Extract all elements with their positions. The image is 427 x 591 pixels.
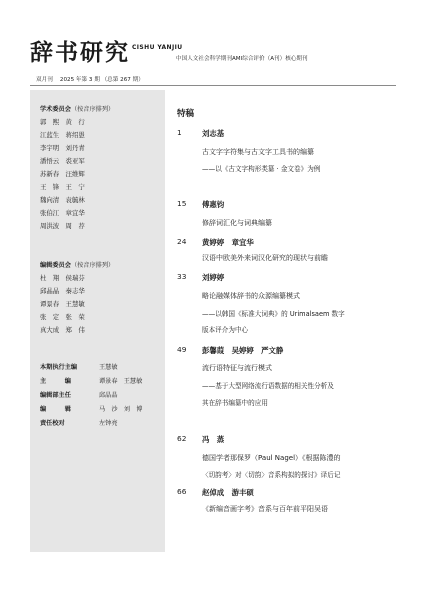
role-row: 责任校对 左钟亮 <box>40 420 118 427</box>
academic-member-row: 郭 熙 黄 行 <box>40 118 85 126</box>
editorial-committee-title: 编辑委员会（按音序排列） <box>40 262 115 269</box>
toc-article-subtitle: 其在辞书编纂中的应用 <box>202 399 268 407</box>
toc-article-title[interactable]: 《新编音画字考》音系与百年前平阳吴语 <box>202 505 328 513</box>
editorial-member-row: 真大成 郑 伟 <box>40 326 85 334</box>
toc-author: 黄婷婷 章宜华 <box>202 238 254 247</box>
role-row: 本期执行主编 王慧敏 <box>40 364 118 371</box>
toc-author: 冯 蒸 <box>202 435 225 444</box>
toc-article-subtitle: ——以韩国《标准大词典》的 Urimalsaem 数字 <box>202 310 345 318</box>
toc-page-number: 66 <box>177 487 187 496</box>
toc-author: 刘婷婷 <box>202 273 225 282</box>
issue-line: 双月刊 2025 年第 3 期 （总第 267 期） <box>36 77 144 83</box>
toc-author: 赵倬成 游丰硕 <box>202 488 254 497</box>
toc-article-title[interactable]: 流行语特征与流行模式 <box>202 364 272 372</box>
role-row: 主 编 谭景春 王慧敏 <box>40 378 143 385</box>
role-row: 编辑部主任 邱晶晶 <box>40 392 118 399</box>
toc-author: 彭馨葭 吴婷婷 严文静 <box>202 346 284 355</box>
toc-article-subtitle: 〈切韵考〉对〈切韵〉音系构拟的探讨》译后记 <box>202 471 341 479</box>
academic-member-row: 潘悟云 裘亚军 <box>40 157 85 165</box>
core-journal-note: 中国人文社会科学期刊AMI综合评价（A刊）核心期刊 <box>176 56 308 62</box>
toc-page-number: 49 <box>177 345 187 354</box>
toc-page-number: 24 <box>177 237 187 246</box>
toc-article-title[interactable]: 修辞词汇化与词典编纂 <box>202 219 272 227</box>
toc-author: 傅惠钧 <box>202 200 225 209</box>
toc-article-title[interactable]: 汉语中欧美外来词汉化研究的现状与前瞻 <box>202 254 328 262</box>
academic-member-row: 魏向清 袁毓林 <box>40 196 85 204</box>
academic-member-row: 李宇明 刘丹青 <box>40 144 85 152</box>
editorial-member-row: 杜 翔 侯瑞芬 <box>40 274 85 282</box>
toc-page-number: 15 <box>177 199 187 208</box>
section-title: 特稿 <box>177 109 195 119</box>
header-rule <box>30 85 396 86</box>
journal-logo-en: CISHU YANJIU <box>132 44 183 51</box>
toc-page-number: 62 <box>177 434 187 443</box>
editorial-member-row: 张 定 张 荣 <box>40 313 85 321</box>
toc-author: 刘志基 <box>202 129 225 138</box>
toc-page-number: 1 <box>177 128 182 137</box>
toc-article-subtitle: ——基于大型网络流行语数据的相关性分析及 <box>202 382 334 390</box>
academic-member-row: 江蓝生 蒋绍愚 <box>40 131 85 139</box>
toc-article-title[interactable]: 德国学者那保罗（Paul Nagel）《根据陈澧的 <box>202 454 341 462</box>
toc-page-number: 33 <box>177 272 187 281</box>
toc-article-subtitle: 版本评介为中心 <box>202 326 249 334</box>
editorial-member-row: 谭景春 王慧敏 <box>40 300 85 308</box>
role-row: 编 辑 马 沙 刘 博 <box>40 406 143 413</box>
toc-article-title[interactable]: 古文字字符集与古文字工具书的编纂 <box>202 148 314 156</box>
academic-committee-title: 学术委员会（按音序排列） <box>40 106 115 113</box>
toc-article-title[interactable]: 略论融媒体辞书的众源编纂模式 <box>202 292 300 300</box>
sidebar <box>30 90 165 552</box>
journal-logo: 辞书研究 <box>30 39 130 66</box>
academic-member-row: 张伯江 章宜华 <box>40 209 85 217</box>
academic-member-row: 苏新春 汪维辉 <box>40 170 85 178</box>
editorial-member-row: 邱晶晶 秦志华 <box>40 287 85 295</box>
academic-member-row: 王 锋 王 宁 <box>40 183 85 191</box>
toc-article-subtitle: ——以《古文字构形类纂 · 金文卷》为例 <box>202 165 321 173</box>
academic-member-row: 周洪波 周 荐 <box>40 222 85 230</box>
